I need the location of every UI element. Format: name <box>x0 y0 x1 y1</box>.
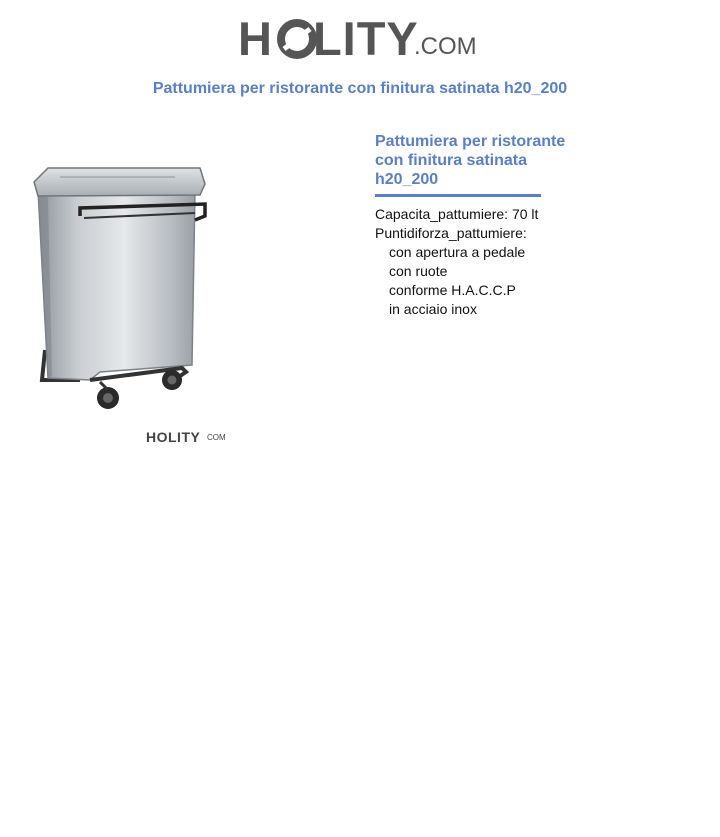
list-item: in acciaio inox <box>389 301 477 317</box>
list-item: con apertura a pedale <box>389 244 526 260</box>
photo-watermark-suffix: COM <box>207 433 226 442</box>
logo-letters-lity: LITY <box>312 12 419 65</box>
logo-letter-h: H <box>238 12 273 65</box>
photo-watermark-logo <box>146 428 236 446</box>
holity-logo[interactable] <box>238 12 488 68</box>
list-item: con ruote <box>389 263 448 279</box>
page-title: Pattumiera per ristorante con finitura satinata h20_200 <box>152 80 568 97</box>
product-info <box>375 132 575 319</box>
features-label: Puntidiforza_pattumiere: <box>375 225 527 241</box>
product-title: Pattumiera per ristorante con finitura satinata h20_200 <box>375 133 566 188</box>
list-item: conforme H.A.C.C.P <box>389 282 516 298</box>
title-divider <box>375 194 541 197</box>
logo-suffix: .COM <box>414 33 477 60</box>
logo-ring-icon <box>276 18 318 60</box>
photo-watermark-text: HOLITY <box>146 429 201 445</box>
product-image <box>0 140 260 460</box>
capacity-line: Capacita_pattumiere: 70 lt <box>375 206 539 222</box>
features-list <box>375 243 575 319</box>
